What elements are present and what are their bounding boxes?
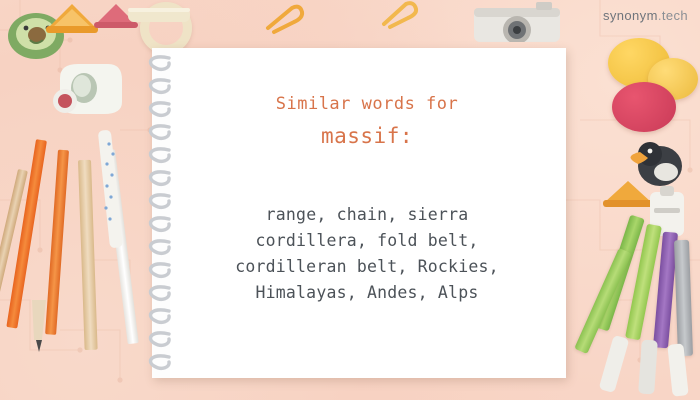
washi-tape-roll — [128, 0, 190, 30]
brand-dot: . — [657, 8, 662, 23]
paper-clip — [262, 2, 306, 36]
brand-watermark — [603, 8, 688, 23]
synonym-line: cordilleran belt, Rockies, — [235, 257, 499, 276]
brand-name: synonym — [602, 8, 658, 23]
paint-tube — [44, 84, 86, 118]
brand-tld: tech — [661, 8, 688, 23]
spiral-binding — [142, 48, 176, 378]
note-word: massif: — [320, 124, 413, 148]
synonym-line: cordillera, fold belt, — [255, 231, 479, 250]
notebook — [152, 48, 566, 378]
note-heading: Similar words for — [275, 94, 459, 114]
macaron-pink — [612, 82, 676, 132]
camera — [470, 0, 566, 42]
synonym-list — [182, 202, 552, 306]
pen-white — [92, 130, 128, 250]
pencil-tip — [12, 300, 142, 400]
paper-clip — [380, 0, 420, 30]
note-content — [182, 94, 552, 306]
synonym-line: range, chain, sierra — [265, 205, 469, 224]
marker-gray — [596, 330, 700, 400]
synonym-line: Himalayas, Andes, Alps — [255, 283, 479, 302]
